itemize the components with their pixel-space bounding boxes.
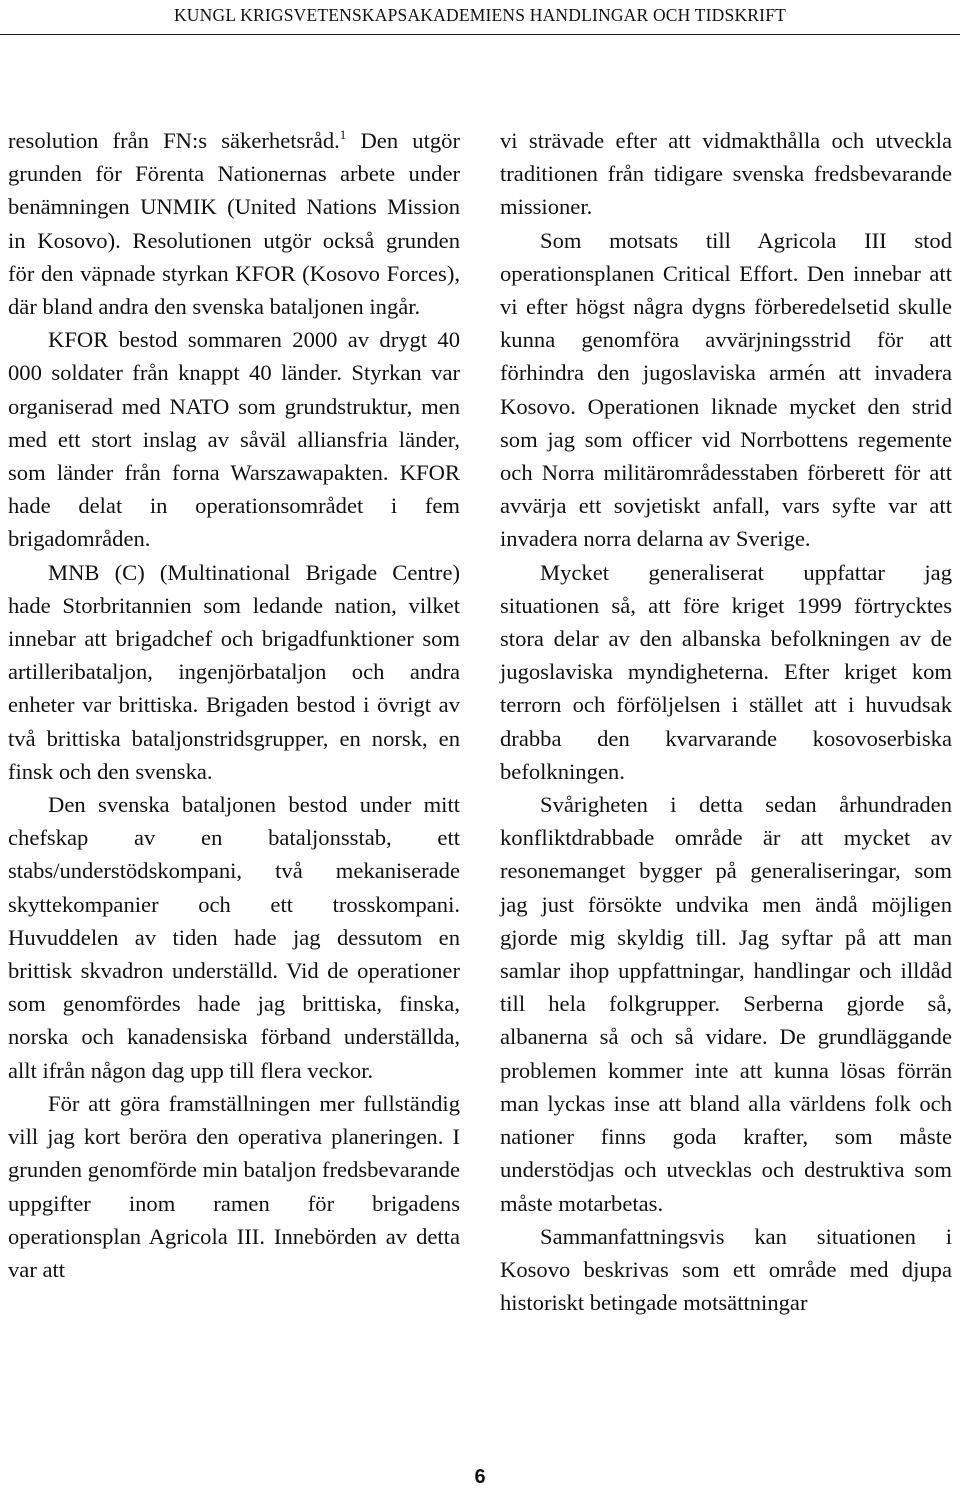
left-p1-text-cont: Den utgör grunden för Förenta Nationernas arbete under benämningen UNMIK (United Nations Mission in Kosovo). Resolutionen utgör också grunden för den väpnade styrkan KFOR (Kosovo Forces), där bland andra den svenska bataljonen ingår. <box>8 128 460 320</box>
left-column <box>8 124 460 1286</box>
right-paragraph-4: Svårigheten i detta sedan århundraden konfliktdrabbade område är att mycket av resonemanget bygger på generaliseringar, som jag just försökte undvika men ändå möjligen gjorde mig skyldig till. Jag syftar på att man samlar ihop uppfattningar, handlingar och illdåd till hela folkgrupper. Serberna gjorde så, albanerna så och så vidare. De grundläggande problemen kommer inte att kunna lösas förrän man lyckas inse att bland alla världens folk och nationer finns goda krafter, som måste understödjas och utvecklas och destruktiva som måste motarbetas. <box>500 792 952 1216</box>
footnote-reference[interactable]: 1 <box>339 127 347 142</box>
right-paragraph-2: Som motsats till Agricola III stod operationsplanen Critical Effort. Den innebar att vi efter högst några dygns förberedelsetid skulle kunna genomföra avvärjningsstrid för att förhindra den jugoslaviska armén att invadera Kosovo. Operationen liknade mycket den strid som jag som officer vid Norrbottens regemente och Norra militärområdesstaben förberett för att avvärja ett sovjetiskt anfall, vars syfte var att invadera norra delarna av Sverige. <box>500 227 952 552</box>
running-header: KUNGL KRIGSVETENSKAPSAKADEMIENS HANDLINGAR OCH TIDSKRIFT <box>173 5 787 25</box>
left-paragraph-3: MNB (C) (Multinational Brigade Centre) hade Storbritannien som ledande nation, vilket innebar att brigadchef och brigadfunktioner som artilleribataljon, ingenjörbataljon och andra enheter var brittiska. Brigaden bestod i övrigt av två brittiska bataljonstridsgrupper, en norsk, en finsk och den svenska. <box>8 559 460 784</box>
left-paragraph-5: För att göra framställningen mer fullständig vill jag kort beröra den operativa planeringen. I grunden genomförde min bataljon fredsbevarande uppgifter inom ramen för brigadens operationsplan Agricola III. Innebörden av detta var att <box>8 1090 460 1282</box>
left-paragraph-1 <box>8 124 460 323</box>
header-rule <box>0 34 960 35</box>
right-paragraph-1: vi strävade efter att vidmakthålla och utveckla traditionen från tidigare svenska fredsbevarande missioner. <box>500 128 952 220</box>
left-paragraph-2: KFOR bestod sommaren 2000 av drygt 40 000 soldater från knappt 40 länder. Styrkan var organiserad med NATO som grundstruktur, men med ett stort inslag av såväl alliansfria länder, som länder från forna Warszawapakten. KFOR hade delat in operationsområdet i fem brigadområden. <box>8 327 460 552</box>
left-paragraph-4: Den svenska bataljonen bestod under mitt chefskap av en bataljonsstab, ett stabs/understödskompani, två mekaniserade skyttekompanier och ett trosskompani. Huvuddelen av tiden hade jag dessutom en brittisk skvadron underställd. Vid de operationer som genomfördes hade jag brittiska, finska, norska och kanadensiska förband underställda, allt ifrån någon dag upp till flera veckor. <box>8 792 460 1083</box>
right-paragraph-5: Sammanfattningsvis kan situationen i Kosovo beskrivas som ett område med djupa historiskt betingade motsättningar <box>500 1223 952 1316</box>
left-p1-text: resolution från FN:s säkerhetsråd. <box>8 128 340 153</box>
page-number: 6 <box>474 1466 486 1488</box>
right-paragraph-3: Mycket generaliserat uppfattar jag situationen så, att före kriget 1999 förtrycktes stora delar av den albanska befolkningen av de jugoslaviska myndigheterna. Efter kriget kom terrorn och förföljelsen i stället att i huvudsak drabba den kvarvarande kosovoserbiska befolkningen. <box>500 559 952 784</box>
right-column <box>500 124 952 1319</box>
